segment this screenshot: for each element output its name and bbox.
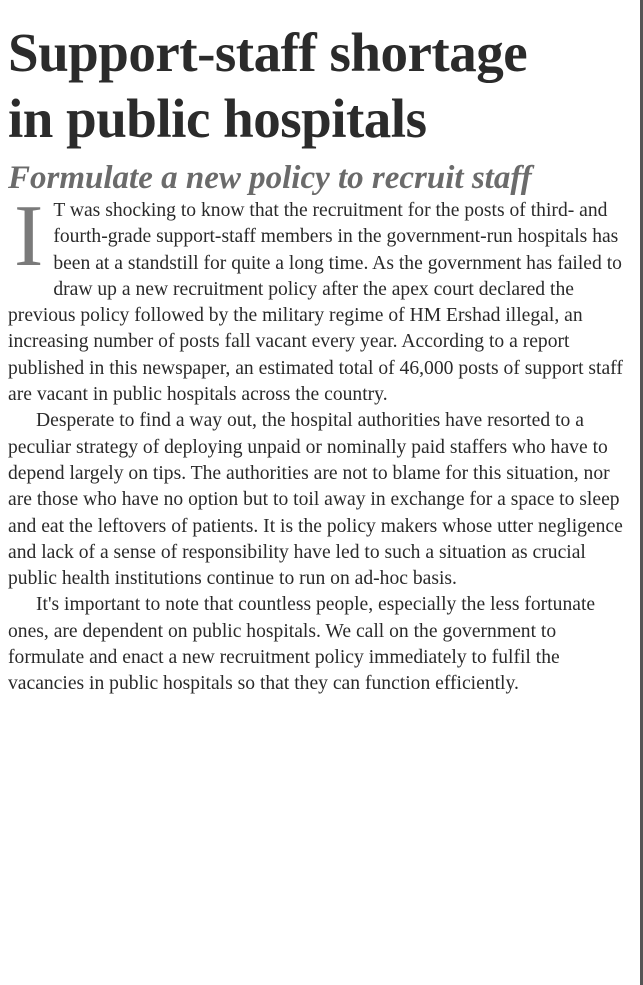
headline-line-1: Support-staff shortage — [8, 22, 528, 83]
drop-cap: I — [14, 188, 44, 285]
paragraph-1-text: T was shocking to know that the recruitment for the posts of third- and fourth-grade support-staff members in the government-run hospitals has been at a standstill for quite a long time. As the government has failed to draw up a new recruitment policy after the apex court declared the previous policy followed by the military regime of HM Ershad illegal, an increasing number of posts fall vacant every year. According to a report published in this newspaper, an estimated total of 46,000 posts of support staff are vacant in public hospitals across the country. — [8, 200, 623, 406]
article-body — [8, 188, 626, 698]
editorial-article — [8, 0, 626, 698]
paragraph-3: It's important to note that countless people, especially the less fortunate ones, are dependent on public hospitals. We call on the government to formulate and enact a new recruitment policy immediately to fulfil the vacancies in public hospitals so that they can function efficiently. — [8, 594, 596, 695]
headline-line-2: in public hospitals — [8, 88, 427, 149]
paragraph-2: Desperate to find a way out, the hospital authorities have resorted to a peculiar strategy of deploying unpaid or nominally paid staffers who have to depend largely on tips. The authorities are not to blame for this situation, nor are those who have no option but to toil away in exchange for a space to sleep and eat the leftovers of patients. It is the policy makers whose utter negligence and lack of a sense of responsibility have led to such a situation as crucial public health institutions continue to run on ad-hoc basis. — [8, 410, 623, 590]
headline — [8, 0, 626, 152]
paragraph-1 — [8, 188, 626, 408]
subheadline: Formulate a new policy to recruit staff — [8, 160, 532, 196]
